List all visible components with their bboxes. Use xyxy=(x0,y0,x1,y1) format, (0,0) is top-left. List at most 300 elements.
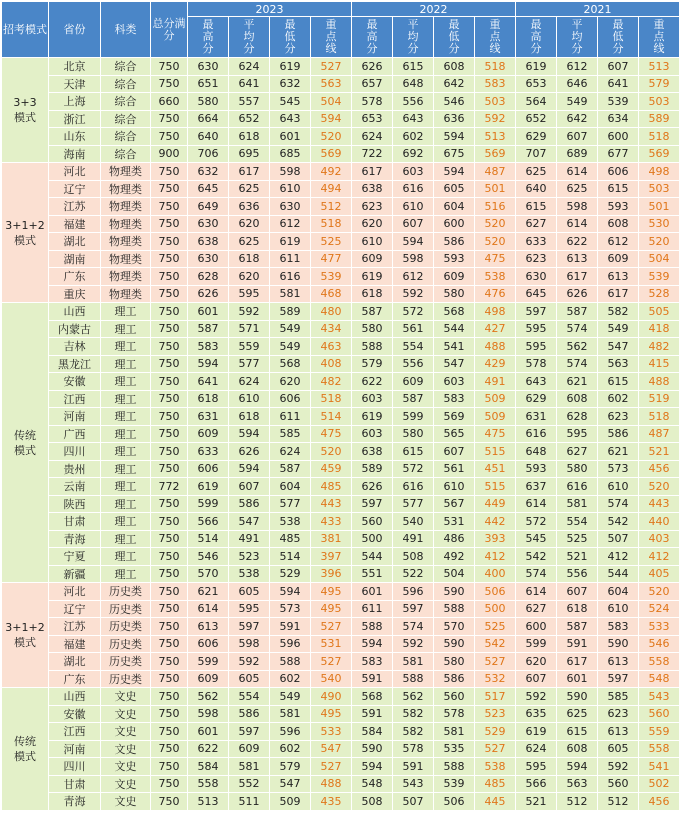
total-score-cell: 750 xyxy=(151,618,188,636)
table-row xyxy=(2,320,680,338)
total-score-cell: 750 xyxy=(151,180,188,198)
table-row xyxy=(2,198,680,216)
table-row xyxy=(2,548,680,566)
score-cell: 592 xyxy=(516,688,557,706)
score-cell: 628 xyxy=(557,408,598,426)
score-cell: 568 xyxy=(434,303,475,321)
province-cell: 江西 xyxy=(49,723,101,741)
score-cell: 597 xyxy=(516,303,557,321)
key-line-cell: 518 xyxy=(311,215,352,233)
score-cell: 583 xyxy=(188,338,229,356)
score-cell: 621 xyxy=(598,443,639,461)
score-cell: 607 xyxy=(393,215,434,233)
score-cell: 613 xyxy=(598,723,639,741)
key-line-cell: 498 xyxy=(475,303,516,321)
key-line-cell: 494 xyxy=(311,180,352,198)
subject-cell: 理工 xyxy=(101,373,151,391)
subject-cell: 文史 xyxy=(101,740,151,758)
score-cell: 619 xyxy=(270,58,311,76)
score-cell: 591 xyxy=(557,635,598,653)
table-row xyxy=(2,303,680,321)
score-cell: 601 xyxy=(270,128,311,146)
total-score-cell: 750 xyxy=(151,705,188,723)
score-cell: 609 xyxy=(188,670,229,688)
score-cell: 584 xyxy=(352,723,393,741)
subject-cell: 物理类 xyxy=(101,233,151,251)
table-row xyxy=(2,460,680,478)
score-cell: 585 xyxy=(598,688,639,706)
score-cell: 618 xyxy=(229,408,270,426)
table-row xyxy=(2,443,680,461)
score-cell: 607 xyxy=(557,128,598,146)
key-line-cell: 547 xyxy=(311,740,352,758)
key-line-cell: 505 xyxy=(639,303,680,321)
total-score-cell: 750 xyxy=(151,285,188,303)
subject-cell: 综合 xyxy=(101,110,151,128)
score-cell: 616 xyxy=(393,180,434,198)
score-cell: 591 xyxy=(270,618,311,636)
key-line-cell: 443 xyxy=(639,495,680,513)
total-score-cell: 750 xyxy=(151,443,188,461)
score-cell: 547 xyxy=(229,513,270,531)
key-line-cell: 520 xyxy=(311,128,352,146)
score-cell: 630 xyxy=(188,250,229,268)
score-cell: 580 xyxy=(393,425,434,443)
province-cell: 海南 xyxy=(49,145,101,163)
key-line-cell: 512 xyxy=(311,198,352,216)
score-cell: 610 xyxy=(270,180,311,198)
key-line-cell: 558 xyxy=(639,740,680,758)
score-cell: 613 xyxy=(557,250,598,268)
subject-cell: 综合 xyxy=(101,93,151,111)
province-cell: 河南 xyxy=(49,740,101,758)
score-cell: 577 xyxy=(229,355,270,373)
score-cell: 610 xyxy=(434,478,475,496)
total-score-cell: 750 xyxy=(151,110,188,128)
province-cell: 北京 xyxy=(49,58,101,76)
key-line-cell: 527 xyxy=(311,618,352,636)
score-cell: 568 xyxy=(270,355,311,373)
score-cell: 592 xyxy=(229,303,270,321)
score-cell: 619 xyxy=(188,478,229,496)
score-cell: 606 xyxy=(188,460,229,478)
score-cell: 569 xyxy=(434,408,475,426)
score-cell: 570 xyxy=(434,618,475,636)
score-cell: 587 xyxy=(270,460,311,478)
score-cell: 593 xyxy=(516,460,557,478)
score-cell: 598 xyxy=(229,635,270,653)
score-cell: 612 xyxy=(598,233,639,251)
header-province: 省份 xyxy=(49,2,101,58)
table-row xyxy=(2,653,680,671)
key-line-cell: 525 xyxy=(311,233,352,251)
score-cell: 606 xyxy=(598,163,639,181)
total-score-cell: 750 xyxy=(151,215,188,233)
score-cell: 604 xyxy=(270,478,311,496)
score-cell: 611 xyxy=(352,600,393,618)
score-cell: 608 xyxy=(557,390,598,408)
subject-cell: 物理类 xyxy=(101,198,151,216)
score-cell: 412 xyxy=(598,548,639,566)
total-score-cell: 750 xyxy=(151,688,188,706)
subject-cell: 理工 xyxy=(101,320,151,338)
province-cell: 山东 xyxy=(49,128,101,146)
key-line-cell: 412 xyxy=(639,548,680,566)
subject-cell: 理工 xyxy=(101,303,151,321)
subject-cell: 文史 xyxy=(101,688,151,706)
subheader-cell: 最 低 分 xyxy=(270,17,311,58)
score-cell: 652 xyxy=(229,110,270,128)
table-row xyxy=(2,740,680,758)
total-score-cell: 750 xyxy=(151,355,188,373)
score-cell: 640 xyxy=(188,128,229,146)
score-cell: 566 xyxy=(188,513,229,531)
score-cell: 632 xyxy=(270,75,311,93)
table-row xyxy=(2,600,680,618)
score-cell: 554 xyxy=(393,338,434,356)
score-cell: 620 xyxy=(229,268,270,286)
score-cell: 513 xyxy=(188,793,229,811)
score-cell: 603 xyxy=(352,425,393,443)
subject-cell: 物理类 xyxy=(101,285,151,303)
score-cell: 549 xyxy=(270,688,311,706)
score-cell: 561 xyxy=(434,460,475,478)
key-line-cell: 487 xyxy=(639,425,680,443)
score-cell: 574 xyxy=(598,495,639,513)
total-score-cell: 750 xyxy=(151,758,188,776)
province-cell: 江苏 xyxy=(49,198,101,216)
score-cell: 649 xyxy=(188,198,229,216)
score-cell: 581 xyxy=(270,285,311,303)
score-cell: 615 xyxy=(516,198,557,216)
score-cell: 586 xyxy=(598,425,639,443)
score-cell: 562 xyxy=(557,338,598,356)
score-cell: 648 xyxy=(393,75,434,93)
score-cell: 586 xyxy=(229,705,270,723)
subheader-cell: 最 低 分 xyxy=(434,17,475,58)
total-score-cell: 750 xyxy=(151,670,188,688)
score-cell: 595 xyxy=(229,285,270,303)
total-score-cell: 750 xyxy=(151,425,188,443)
table-row xyxy=(2,180,680,198)
score-cell: 546 xyxy=(434,93,475,111)
score-cell: 624 xyxy=(516,740,557,758)
score-cell: 620 xyxy=(270,373,311,391)
score-cell: 597 xyxy=(393,600,434,618)
table-row xyxy=(2,495,680,513)
score-cell: 587 xyxy=(352,303,393,321)
score-cell: 582 xyxy=(598,303,639,321)
header-year-2021: 2021 xyxy=(516,2,680,17)
score-cell: 636 xyxy=(229,198,270,216)
score-cell: 588 xyxy=(434,600,475,618)
score-cell: 638 xyxy=(352,443,393,461)
score-cell: 624 xyxy=(229,373,270,391)
score-cell: 597 xyxy=(229,618,270,636)
subject-cell: 理工 xyxy=(101,408,151,426)
score-cell: 588 xyxy=(352,618,393,636)
key-line-cell: 449 xyxy=(475,495,516,513)
score-cell: 554 xyxy=(557,513,598,531)
score-cell: 610 xyxy=(229,390,270,408)
score-cell: 529 xyxy=(270,565,311,583)
score-cell: 491 xyxy=(393,530,434,548)
key-line-cell: 468 xyxy=(311,285,352,303)
province-cell: 江苏 xyxy=(49,618,101,636)
province-cell: 河南 xyxy=(49,408,101,426)
province-cell: 吉林 xyxy=(49,338,101,356)
score-cell: 653 xyxy=(516,75,557,93)
score-cell: 581 xyxy=(393,653,434,671)
table-row xyxy=(2,530,680,548)
score-cell: 547 xyxy=(434,355,475,373)
province-cell: 四川 xyxy=(49,443,101,461)
score-cell: 615 xyxy=(393,443,434,461)
key-line-cell: 488 xyxy=(475,338,516,356)
score-cell: 604 xyxy=(598,583,639,601)
score-cell: 603 xyxy=(434,373,475,391)
key-line-cell: 504 xyxy=(311,93,352,111)
key-line-cell: 527 xyxy=(311,58,352,76)
subject-cell: 历史类 xyxy=(101,583,151,601)
score-cell: 512 xyxy=(557,793,598,811)
score-cell: 566 xyxy=(516,775,557,793)
total-score-cell: 750 xyxy=(151,723,188,741)
key-line-cell: 542 xyxy=(475,635,516,653)
score-cell: 623 xyxy=(598,408,639,426)
key-line-cell: 501 xyxy=(639,198,680,216)
score-cell: 581 xyxy=(434,723,475,741)
subject-cell: 历史类 xyxy=(101,653,151,671)
key-line-cell: 492 xyxy=(311,163,352,181)
key-line-cell: 503 xyxy=(639,93,680,111)
total-score-cell: 900 xyxy=(151,145,188,163)
score-cell: 556 xyxy=(393,355,434,373)
score-cell: 549 xyxy=(270,320,311,338)
total-score-cell: 750 xyxy=(151,793,188,811)
score-cell: 492 xyxy=(434,548,475,566)
subject-cell: 理工 xyxy=(101,460,151,478)
key-line-cell: 400 xyxy=(475,565,516,583)
subject-cell: 综合 xyxy=(101,145,151,163)
key-line-cell: 485 xyxy=(311,478,352,496)
key-line-cell: 488 xyxy=(311,775,352,793)
score-cell: 625 xyxy=(229,180,270,198)
score-cell: 599 xyxy=(393,408,434,426)
key-line-cell: 434 xyxy=(311,320,352,338)
score-cell: 594 xyxy=(352,758,393,776)
table-row xyxy=(2,250,680,268)
score-cell: 592 xyxy=(598,758,639,776)
score-cell: 606 xyxy=(188,635,229,653)
key-line-cell: 523 xyxy=(475,705,516,723)
key-line-cell: 509 xyxy=(475,408,516,426)
score-cell: 512 xyxy=(598,793,639,811)
subject-cell: 物理类 xyxy=(101,180,151,198)
table-row xyxy=(2,408,680,426)
score-cell: 572 xyxy=(393,303,434,321)
score-cell: 643 xyxy=(270,110,311,128)
total-score-cell: 750 xyxy=(151,513,188,531)
score-cell: 597 xyxy=(352,495,393,513)
total-score-cell: 750 xyxy=(151,653,188,671)
score-cell: 617 xyxy=(352,163,393,181)
key-line-cell: 435 xyxy=(311,793,352,811)
total-score-cell: 750 xyxy=(151,530,188,548)
score-cell: 511 xyxy=(229,793,270,811)
key-line-cell: 498 xyxy=(639,163,680,181)
key-line-cell: 393 xyxy=(475,530,516,548)
score-cell: 562 xyxy=(188,688,229,706)
score-cell: 583 xyxy=(434,390,475,408)
table-row xyxy=(2,705,680,723)
score-cell: 508 xyxy=(393,548,434,566)
score-cell: 568 xyxy=(352,688,393,706)
score-cell: 548 xyxy=(352,775,393,793)
subject-cell: 物理类 xyxy=(101,268,151,286)
province-cell: 安徽 xyxy=(49,705,101,723)
score-cell: 641 xyxy=(188,373,229,391)
table-row xyxy=(2,478,680,496)
score-cell: 652 xyxy=(516,110,557,128)
score-cell: 596 xyxy=(270,723,311,741)
score-cell: 598 xyxy=(393,250,434,268)
score-cell: 600 xyxy=(516,618,557,636)
key-line-cell: 513 xyxy=(475,128,516,146)
key-line-cell: 503 xyxy=(639,180,680,198)
score-cell: 635 xyxy=(516,705,557,723)
score-cell: 642 xyxy=(434,75,475,93)
score-cell: 623 xyxy=(598,705,639,723)
score-cell: 596 xyxy=(393,583,434,601)
total-score-cell: 750 xyxy=(151,198,188,216)
score-cell: 620 xyxy=(516,653,557,671)
score-cell: 591 xyxy=(352,705,393,723)
score-cell: 627 xyxy=(557,443,598,461)
table-row xyxy=(2,93,680,111)
score-cell: 574 xyxy=(393,618,434,636)
score-cell: 614 xyxy=(516,583,557,601)
score-cell: 514 xyxy=(270,548,311,566)
score-cell: 589 xyxy=(270,303,311,321)
subheader-cell: 最 低 分 xyxy=(598,17,639,58)
score-cell: 634 xyxy=(598,110,639,128)
key-line-cell: 548 xyxy=(639,670,680,688)
key-line-cell: 463 xyxy=(311,338,352,356)
score-cell: 571 xyxy=(229,320,270,338)
total-score-cell: 750 xyxy=(151,250,188,268)
score-cell: 600 xyxy=(598,128,639,146)
subject-cell: 综合 xyxy=(101,128,151,146)
province-cell: 青海 xyxy=(49,530,101,548)
score-cell: 610 xyxy=(598,478,639,496)
province-cell: 湖北 xyxy=(49,233,101,251)
score-cell: 623 xyxy=(516,250,557,268)
score-cell: 626 xyxy=(188,285,229,303)
score-cell: 619 xyxy=(352,408,393,426)
subject-cell: 历史类 xyxy=(101,600,151,618)
key-line-cell: 513 xyxy=(639,58,680,76)
score-cell: 597 xyxy=(598,670,639,688)
key-line-cell: 490 xyxy=(311,688,352,706)
total-score-cell: 660 xyxy=(151,93,188,111)
score-cell: 541 xyxy=(434,338,475,356)
key-line-cell: 560 xyxy=(639,705,680,723)
subject-cell: 综合 xyxy=(101,75,151,93)
total-score-cell: 750 xyxy=(151,338,188,356)
score-cell: 544 xyxy=(352,548,393,566)
score-cell: 657 xyxy=(352,75,393,93)
score-cell: 616 xyxy=(393,478,434,496)
score-cell: 608 xyxy=(598,215,639,233)
key-line-cell: 525 xyxy=(475,618,516,636)
score-cell: 592 xyxy=(393,635,434,653)
score-cell: 633 xyxy=(188,443,229,461)
key-line-cell: 594 xyxy=(311,110,352,128)
score-cell: 582 xyxy=(393,723,434,741)
score-cell: 602 xyxy=(393,128,434,146)
score-cell: 579 xyxy=(270,758,311,776)
key-line-cell: 520 xyxy=(639,478,680,496)
score-cell: 626 xyxy=(557,285,598,303)
table-row xyxy=(2,565,680,583)
key-line-cell: 440 xyxy=(639,513,680,531)
score-cell: 589 xyxy=(352,460,393,478)
score-cell: 630 xyxy=(188,215,229,233)
score-cell: 522 xyxy=(393,565,434,583)
key-line-cell: 538 xyxy=(475,758,516,776)
score-cell: 573 xyxy=(270,600,311,618)
table-row xyxy=(2,688,680,706)
score-cell: 621 xyxy=(557,373,598,391)
score-cell: 578 xyxy=(516,355,557,373)
score-cell: 599 xyxy=(516,635,557,653)
score-cell: 544 xyxy=(598,565,639,583)
total-score-cell: 750 xyxy=(151,390,188,408)
key-line-cell: 569 xyxy=(639,145,680,163)
score-cell: 508 xyxy=(352,793,393,811)
score-cell: 561 xyxy=(393,320,434,338)
score-cell: 630 xyxy=(270,198,311,216)
key-line-cell: 456 xyxy=(639,793,680,811)
score-cell: 579 xyxy=(352,355,393,373)
total-score-cell: 750 xyxy=(151,408,188,426)
total-score-cell: 750 xyxy=(151,460,188,478)
score-cell: 607 xyxy=(598,58,639,76)
score-cell: 580 xyxy=(352,320,393,338)
key-line-cell: 418 xyxy=(639,320,680,338)
score-cell: 615 xyxy=(557,723,598,741)
score-cell: 616 xyxy=(270,268,311,286)
table-row xyxy=(2,338,680,356)
score-cell: 546 xyxy=(188,548,229,566)
key-line-cell: 405 xyxy=(639,565,680,583)
score-cell: 594 xyxy=(352,635,393,653)
subheader-cell: 最 高 分 xyxy=(516,17,557,58)
key-line-cell: 503 xyxy=(475,93,516,111)
score-cell: 500 xyxy=(352,530,393,548)
score-cell: 617 xyxy=(557,653,598,671)
subject-cell: 历史类 xyxy=(101,670,151,688)
score-cell: 507 xyxy=(598,530,639,548)
table-row xyxy=(2,583,680,601)
score-cell: 722 xyxy=(352,145,393,163)
score-cell: 539 xyxy=(434,775,475,793)
key-line-cell: 533 xyxy=(639,618,680,636)
score-cell: 593 xyxy=(598,198,639,216)
score-cell: 583 xyxy=(598,618,639,636)
subject-cell: 文史 xyxy=(101,723,151,741)
